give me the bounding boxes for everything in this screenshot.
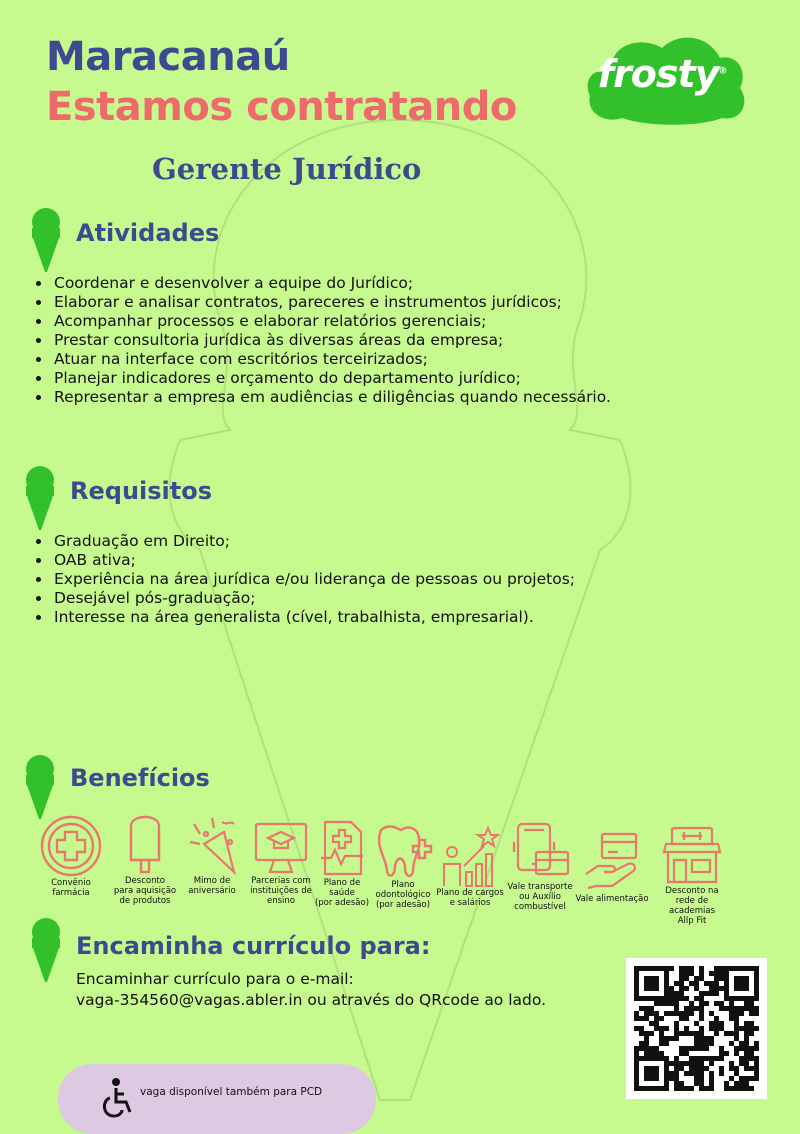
list-item: • Planejar indicadores e orçamento do departamento jurídico; (52, 369, 652, 388)
location-title: Maracanaú (46, 34, 290, 80)
benefit-label: (por adesão) (314, 898, 370, 908)
list-item: • Atuar na interface com escritórios terceirizados; (52, 350, 652, 369)
graduation-monitor-icon (254, 820, 308, 876)
benefit-label: saúde (329, 888, 355, 898)
resume-line: Encaminhar currículo para o e-mail: (76, 970, 354, 988)
list-item: • Acompanhar processos e elaborar relatórios gerenciais; (52, 312, 652, 331)
health-plan-icon (317, 818, 367, 878)
pcd-text: vaga disponível também para PCD (140, 1086, 323, 1098)
benefit-label: de produtos (119, 896, 171, 906)
benefit-label: Desconto (125, 876, 165, 886)
benefit-label: combustível (514, 902, 566, 912)
logo-text: frosty® (597, 52, 727, 96)
benefit-birthday-gift (178, 814, 246, 896)
activities-title: Atividades (76, 219, 220, 247)
list-item: • Elaborar e analisar contratos, pareceres e instrumentos jurídicos; (52, 293, 652, 312)
meal-card-hand-icon (582, 830, 642, 894)
benefit-label: rede de academias (669, 896, 715, 916)
frosty-logo (582, 32, 748, 126)
requirements-list (30, 532, 652, 627)
requirements-title: Requisitos (70, 477, 213, 505)
benefit-label: para aquisição (113, 886, 177, 896)
career-growth-icon (440, 826, 500, 888)
benefit-label: farmácia (52, 888, 90, 898)
benefit-transport (502, 822, 578, 912)
benefit-pharmacy (34, 814, 108, 898)
ice-cream-cone-icon (26, 755, 54, 819)
activities-list (30, 274, 652, 407)
benefit-label: Allp Fit (677, 916, 707, 926)
benefit-label: Vale alimentação (575, 894, 649, 904)
benefit-product-discount (108, 810, 182, 906)
benefit-label: Parcerias com (251, 876, 311, 886)
resume-instructions (76, 969, 546, 1011)
benefit-education (244, 820, 318, 906)
tooth-icon (373, 822, 433, 880)
resume-email-line[interactable]: vaga-354560@vagas.abler.in ou através do QRcode ao lado. (76, 991, 547, 1009)
benefit-label: Plano (391, 880, 415, 890)
list-item: • Representar a empresa em audiências e diligências quando necessário. (52, 388, 652, 407)
benefit-label: instituições de (250, 886, 312, 896)
list-item: • Interesse na área generalista (cível, trabalhista, empresarial). (52, 608, 652, 627)
party-popper-icon (184, 814, 240, 876)
benefit-label: Plano de cargos (436, 888, 504, 898)
benefit-dental-plan (370, 822, 436, 910)
gym-building-icon (662, 826, 722, 886)
benefit-label: odontológico (375, 890, 431, 900)
benefit-label: Vale transporte (507, 882, 573, 892)
list-item: • Desejável pós-graduação; (52, 589, 652, 608)
benefit-label: Desconto na (665, 886, 719, 896)
benefit-health-plan (312, 818, 372, 908)
list-item: • Coordenar e desenvolver a equipe do Jurídico; (52, 274, 652, 293)
popsicle-icon (125, 810, 165, 876)
list-item: • Graduação em Direito; (52, 532, 652, 551)
job-title: Gerente Jurídico (152, 152, 422, 186)
ice-cream-cone-icon (32, 918, 60, 982)
benefit-label: (por adesão) (375, 900, 431, 910)
benefit-career-plan (432, 826, 508, 908)
benefit-label: Mimo de (193, 876, 231, 886)
benefit-gym-discount (652, 826, 732, 926)
benefit-meal-voucher (572, 830, 652, 904)
qr-code-icon (626, 958, 767, 1099)
transport-card-icon (510, 822, 570, 882)
benefits-title: Benefícios (70, 764, 210, 792)
pcd-badge (58, 1064, 376, 1134)
benefit-label: ensino (267, 896, 295, 906)
list-item: • OAB ativa; (52, 551, 652, 570)
benefit-label: Plano de (323, 878, 361, 888)
benefit-label: aniversário (188, 886, 236, 896)
qr-code[interactable] (626, 958, 767, 1099)
ice-cream-cone-icon (32, 208, 60, 272)
pharmacy-cross-icon (39, 814, 103, 878)
benefit-label: ou Auxílio (519, 892, 561, 902)
hiring-headline: Estamos contratando (46, 84, 517, 130)
benefit-label: Convênio (51, 878, 91, 888)
resume-title: Encaminha currículo para: (76, 932, 431, 960)
ice-cream-cone-icon (26, 466, 54, 530)
benefit-label: e salários (449, 898, 491, 908)
wheelchair-icon (100, 1078, 134, 1120)
list-item: • Prestar consultoria jurídica às diversas áreas da empresa; (52, 331, 652, 350)
list-item: • Experiência na área jurídica e/ou liderança de pessoas ou projetos; (52, 570, 652, 589)
